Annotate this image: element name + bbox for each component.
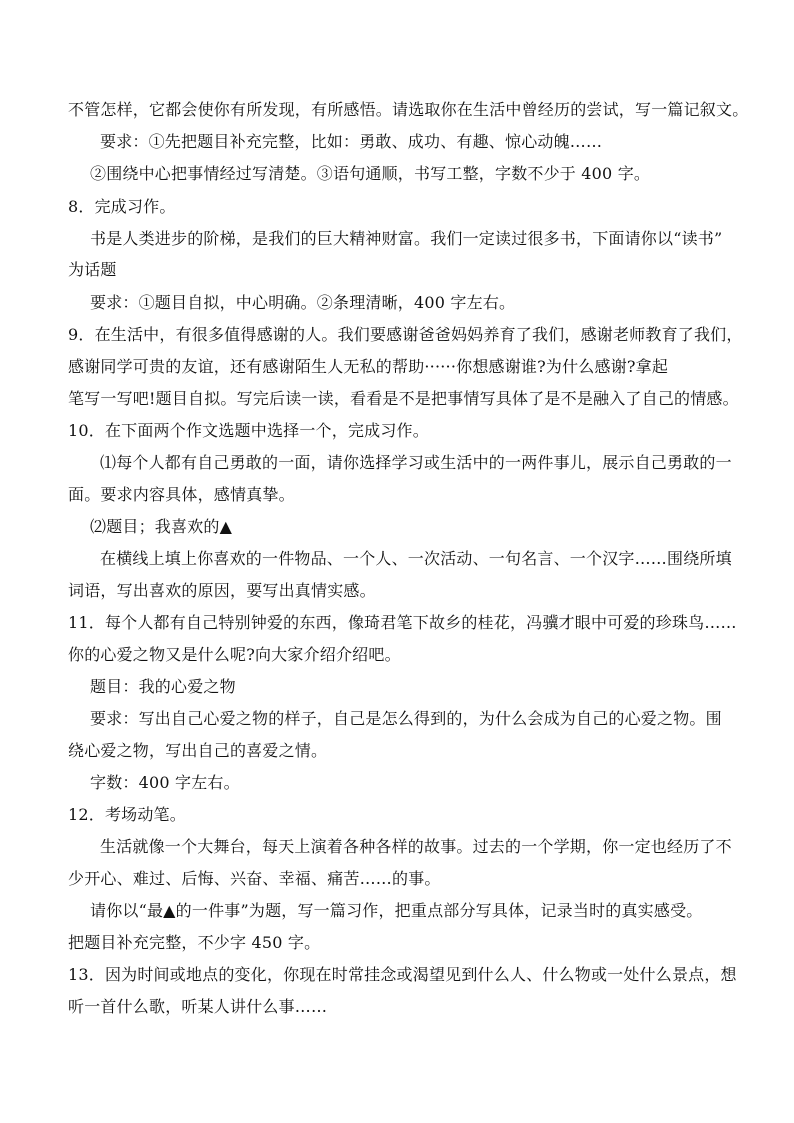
question-12-heading: 12．考场动笔。 bbox=[68, 805, 186, 824]
text-line: 字数：400 字左右。 bbox=[90, 773, 240, 792]
text-line: 面。要求内容具体，感情真挚。 bbox=[68, 485, 295, 504]
text-line: 要求：①题目自拟，中心明确。②条理清晰，400 字左右。 bbox=[90, 293, 516, 312]
text-line: 题目：我的心爱之物 bbox=[90, 677, 236, 696]
text-line: 为话题 bbox=[68, 260, 117, 279]
text-line: 绕心爱之物，写出自己的喜爱之情。 bbox=[68, 741, 328, 760]
text-line: 词语，写出喜欢的原因，要写出真情实感。 bbox=[68, 581, 376, 600]
text-line: 在横线上填上你喜欢的一件物品、一个人、一次活动、一句名言、一个汉字……围绕所填 bbox=[100, 549, 732, 568]
question-11-heading: 11．每个人都有自己特别钟爱的东西，像琦君笔下故乡的桂花，冯骥才眼中可爱的珍珠鸟…… bbox=[68, 613, 737, 632]
text-line: ⑴每个人都有自己勇敢的一面，请你选择学习或生活中的一两件事儿，展示自己勇敢的一 bbox=[100, 453, 732, 472]
text-line: 把题目补充完整，不少字 450 字。 bbox=[68, 933, 321, 952]
text-line: 请你以“最▲的一件事”为题，写一篇习作，把重点部分写具体，记录当时的真实感受。 bbox=[90, 901, 703, 920]
text-line: 笔写一写吧!题目自拟。写完后读一读，看看是不是把事情写具体了是不是融入了自己的情感。 bbox=[68, 389, 739, 408]
text-line: 不管怎样，它都会使你有所发现，有所感悟。请选取你在生活中曾经历的尝试，写一篇记叙文。 bbox=[68, 100, 748, 119]
text-line: 要求：①先把题目补充完整，比如：勇敢、成功、有趣、惊心动魄…… bbox=[100, 132, 603, 151]
text-line: 你的心爱之物又是什么呢?向大家介绍介绍吧。 bbox=[68, 645, 401, 664]
question-9-heading: 9．在生活中，有很多值得感谢的人。我们要感谢爸爸妈妈养育了我们，感谢老师教育了我们， bbox=[68, 325, 743, 344]
text-line: ②围绕中心把事情经过写清楚。③语句通顺，书写工整，字数不少于 400 字。 bbox=[90, 164, 651, 183]
text-line: 感谢同学可贵的友谊，还有感谢陌生人无私的帮助······你想感谢谁?为什么感谢?拿起 bbox=[68, 357, 669, 376]
question-8-heading: 8．完成习作。 bbox=[68, 197, 176, 216]
text-line: 生活就像一个大舞台，每天上演着各种各样的故事。过去的一个学期，你一定也经历了不 bbox=[100, 837, 732, 856]
question-13-heading: 13．因为时间或地点的变化，你现在时常挂念或渴望见到什么人、什么物或一处什么景点，想 bbox=[68, 965, 737, 984]
text-line: 要求：写出自己心爱之物的样子，自己是怎么得到的，为什么会成为自己的心爱之物。围 bbox=[90, 709, 722, 728]
text-line: 书是人类进步的阶梯，是我们的巨大精神财富。我们一定读过很多书，下面请你以“读书” bbox=[90, 229, 723, 248]
text-line: 听一首什么歌，听某人讲什么事…… bbox=[68, 997, 328, 1016]
question-10-heading: 10．在下面两个作文选题中选择一个，完成习作。 bbox=[68, 421, 429, 440]
text-line: 少开心、难过、后悔、兴奋、幸福、痛苦……的事。 bbox=[68, 869, 441, 888]
text-line: ⑵题目；我喜欢的▲ bbox=[90, 517, 233, 536]
